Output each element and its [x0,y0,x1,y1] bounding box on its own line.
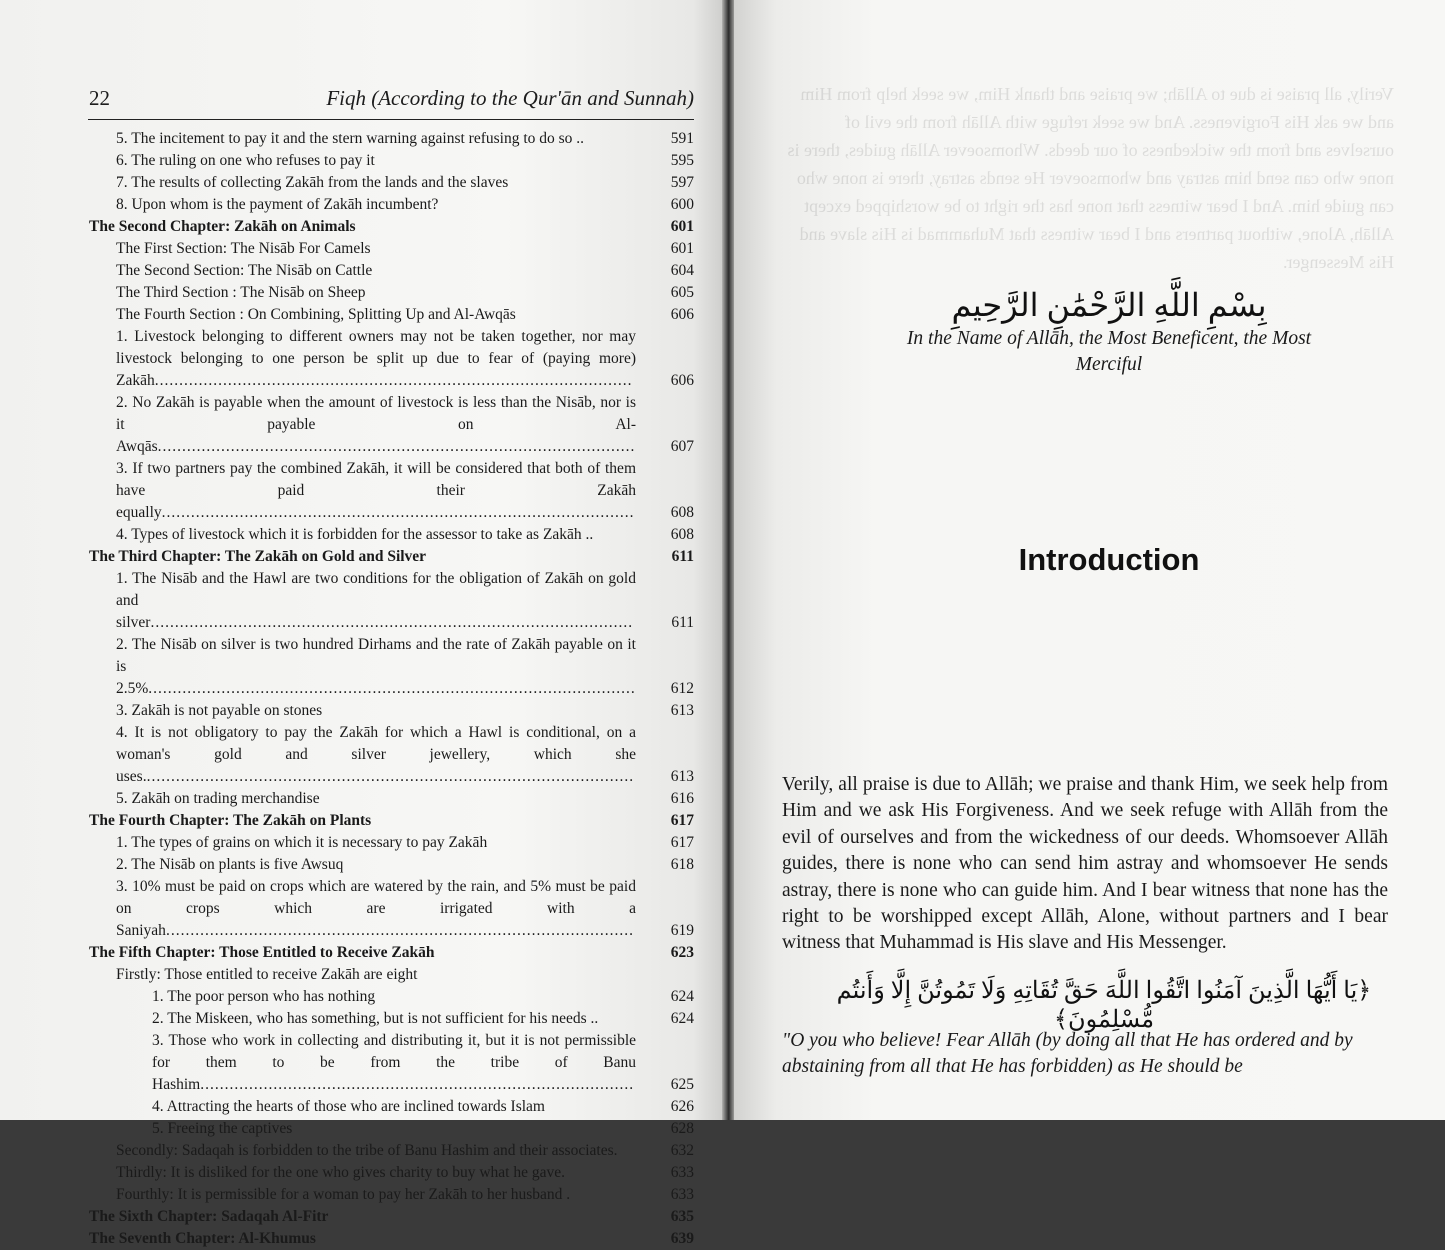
toc-page-number: 597 [670,174,694,191]
toc-entry-text: 2. The Miskeen, who has something, but is not sufficient for his needs .. [152,1010,599,1027]
toc-page-number: 601 [670,240,694,257]
dot-leader: ................................................................................................. [161,504,635,521]
dot-leader: ................................................................................................ [165,922,634,939]
toc-chapter [89,1228,694,1250]
toc-entry [89,832,694,854]
toc-entry [89,1008,694,1030]
toc-page-number: 625 [670,1076,694,1093]
toc-chapter [89,942,694,964]
toc-entry-text: 5. Zakāh on trading merchandise [116,790,320,807]
toc-page-number: 613 [670,768,694,785]
toc-entry-text: Thirdly: It is disliked for the one who gives charity to buy what he gave. [116,1164,565,1181]
toc-entry [89,238,694,260]
header-rule [88,119,694,120]
dot-leader: ......................................................................................... [200,1076,635,1093]
toc-entry-text: 3. Zakāh is not payable on stones [116,702,323,719]
dot-leader: .................................................................................................. [157,438,636,455]
table-of-contents [89,128,694,1250]
toc-entry [89,788,694,810]
toc-entry [89,172,694,194]
dot-leader: .................................................................................................. [154,372,633,389]
toc-page-number: 619 [670,922,694,939]
toc-entry-text: The Third Chapter: The Zakāh on Gold and Silver [89,548,427,565]
toc-page-number: 608 [670,504,694,521]
dot-leader: ................................................................................................... [150,614,634,631]
toc-entry-text: 5. The incitement to pay it and the stern warning against refusing to do so .. [116,130,585,147]
toc-entry [89,854,694,876]
toc-entry-text: 8. Upon whom is the payment of Zakāh incumbent? [116,196,439,213]
toc-page-number: 624 [670,988,694,1005]
bismillah-calligraphy: بِسْمِ اللَّهِ الرَّحْمَٰنِ الرَّحِيمِ [951,287,1267,323]
toc-page-number: 604 [670,262,694,279]
toc-entry [89,964,694,986]
quran-verse-arabic: ﴿يَا أَيُّهَا الَّذِينَ آمَنُوا اتَّقُوا اللَّهَ حَقَّ تُقَاتِهِ وَلَا تَمُوتُنَّ إِلَّا وَأَنتُم مُّسْلِمُونَ﴾ [836,978,1372,1033]
toc-entry-text: The First Section: The Nisāb For Camels [116,240,371,257]
toc-page-number: 606 [670,372,694,389]
toc-page-number: 606 [670,306,694,323]
toc-entry [89,722,694,788]
introduction-paragraph: Verily, all praise is due to Allāh; we praise and thank Him, we seek help from Him and we ask His Forgiveness. And we seek refuge with Allāh from the evil of ourselves and from the wickedness of our deeds. Whomsoever Allāh guides, there is none who can send him astray and whomsoever He sends astray, there is none who can guide him. And I bear witness that none has the right to be worshipped except Allāh, Alone, without partners and I bear witness that Muhammad is His slave and His Messenger. [782,774,1388,954]
toc-entry-text: 3. Those who work in collecting and distributing it, but it is not permissible for them to be from the tribe of Banu Hashim......................................................................................... [152,1032,636,1093]
toc-entry-text: Firstly: Those entitled to receive Zakāh are eight [116,966,418,983]
toc-entry [89,1118,694,1140]
book-gutter [722,0,734,1120]
toc-page-number: 617 [670,834,694,851]
toc-entry [89,1096,694,1118]
toc-entry-text: 4. Attracting the hearts of those who are inclined towards Islam [152,1098,545,1115]
toc-page-number: 623 [670,944,694,961]
running-title: Fiqh (According to the Qur'ān and Sunnah) [326,86,694,110]
toc-page-number: 613 [670,702,694,719]
toc-entry-text: 2. The Nisāb on silver is two hundred Dirhams and the rate of Zakāh payable on it is 2.5%.................................................................................................... [116,636,636,697]
toc-entry [89,150,694,172]
toc-page-number: 611 [671,614,694,631]
toc-entry [89,282,694,304]
toc-entry [89,524,694,546]
toc-entry [89,568,694,634]
toc-entry-text: 6. The ruling on one who refuses to pay it [116,152,375,169]
toc-entry [89,128,694,150]
basmala-translation: In the Name of Allāh, the Most Beneficent, the Most Merciful [906,328,1312,375]
toc-page-number: 628 [670,1120,694,1137]
toc-page-number: 618 [670,856,694,873]
right-page [734,0,1445,1120]
toc-page-number: 608 [670,526,694,543]
toc-chapter [89,1206,694,1228]
toc-page-number: 600 [670,196,694,213]
toc-entry-text: 5. Freeing the captives [152,1120,293,1137]
toc-entry-text: 7. The results of collecting Zakāh from the lands and the slaves [116,174,509,191]
toc-entry [89,1162,694,1184]
toc-entry-text: The Second Section: The Nisāb on Cattle [116,262,373,279]
toc-page-number: 617 [670,812,694,829]
quran-verse-translation: "O you who believe! Fear Allāh (by doing all that He has ordered and by abstaining from all that He has forbidden) as He should be [782,1030,1353,1077]
toc-entry-text: The Second Chapter: Zakāh on Animals [89,218,356,235]
toc-page-number: 635 [670,1208,694,1225]
toc-entry [89,634,694,700]
toc-entry-text: 2. No Zakāh is payable when the amount of livestock is less than the Nisāb, nor is it payable on Al-Awqās.................................................................................................. [116,394,636,455]
toc-page-number: 616 [670,790,694,807]
toc-page-number: 612 [670,680,694,697]
toc-entry-text: Secondly: Sadaqah is forbidden to the tribe of Banu Hashim and their associates. [116,1142,618,1159]
toc-entry-text: 1. The types of grains on which it is necessary to pay Zakāh [116,834,488,851]
toc-entry [89,1030,694,1096]
dot-leader: .................................................................................................... [146,768,635,785]
toc-entry-text: The Fifth Chapter: Those Entitled to Receive Zakāh [89,944,435,961]
toc-chapter [89,216,694,238]
toc-entry [89,260,694,282]
toc-chapter [89,546,694,568]
toc-entry-text: 1. Livestock belonging to different owners may not be taken together, nor may livestock belonging to one person be split up due to fear of (paying more) Zakāh.................................................................................................. [116,328,636,389]
toc-page-number: 633 [670,1186,694,1203]
toc-entry-text: The Third Section : The Nisāb on Sheep [116,284,366,301]
toc-page-number: 607 [670,438,694,455]
toc-entry-text: 1. The poor person who has nothing [152,988,376,1005]
toc-page-number: 633 [670,1164,694,1181]
toc-entry-text: The Fourth Section : On Combining, Splitting Up and Al-Awqās [116,306,516,323]
toc-entry-text: The Seventh Chapter: Al-Khumus [89,1230,316,1247]
left-page [0,0,722,1247]
dot-leader: .................................................................................................... [148,680,636,697]
toc-entry [89,1140,694,1162]
toc-entry [89,1184,694,1206]
toc-page-number: 605 [670,284,694,301]
toc-page-number: 601 [670,218,694,235]
toc-entry-text: 3. If two partners pay the combined Zakāh, it will be considered that both of them have paid their Zakāh equally................................................................................................. [116,460,636,521]
toc-entry [89,326,694,392]
toc-chapter [89,810,694,832]
toc-entry-text: 2. The Nisāb on plants is five Awsuq [116,856,344,873]
toc-entry-text: The Fourth Chapter: The Zakāh on Plants [89,812,372,829]
toc-entry-text: 3. 10% must be paid on crops which are watered by the rain, and 5% must be paid on crops which are irrigated with a Saniyah................................................................................................ [116,878,636,939]
introduction-heading: Introduction [1018,542,1200,577]
toc-page-number: 611 [671,548,694,565]
toc-entry [89,304,694,326]
toc-page-number: 624 [670,1010,694,1027]
toc-entry [89,392,694,458]
toc-page-number: 591 [670,130,694,147]
toc-entry [89,876,694,942]
bleed-through-text: Verily, all praise is due to Allāh; we praise and thank Him, we seek help from Him and we ask His Forgiveness. And we seek refuge with Allāh from the evil of ourselves and from the wickedness of our deeds. Whomsoever Allāh guides, there is none who can send him astray and whomsoever He sends astray, there is none who can guide him. And I bear witness that none has the right to be worshipped except Allāh, Alone, without partners and I bear witness that Muhammad is His slave and His Messenger. [787,84,1394,272]
page-number: 22 [89,86,110,110]
toc-entry [89,986,694,1008]
toc-page-number: 632 [670,1142,694,1159]
toc-entry [89,194,694,216]
toc-page-number: 626 [670,1098,694,1115]
toc-entry-text: Fourthly: It is permissible for a woman to pay her Zakāh to her husband . [116,1186,571,1203]
toc-entry [89,458,694,524]
toc-entry-text: 4. Types of livestock which it is forbidden for the assessor to take as Zakāh .. [116,526,594,543]
toc-entry-text: 4. It is not obligatory to pay the Zakāh for which a Hawl is conditional, on a woman's gold and silver jewellery, which she uses..................................................................................................... [116,724,636,785]
toc-entry [89,700,694,722]
toc-entry-text: The Sixth Chapter: Sadaqah Al-Fitr [89,1208,329,1225]
toc-entry-text: 1. The Nisāb and the Hawl are two conditions for the obligation of Zakāh on gold and silver................................................................................................... [116,570,636,631]
toc-page-number: 595 [670,152,694,169]
toc-page-number: 639 [670,1230,694,1247]
